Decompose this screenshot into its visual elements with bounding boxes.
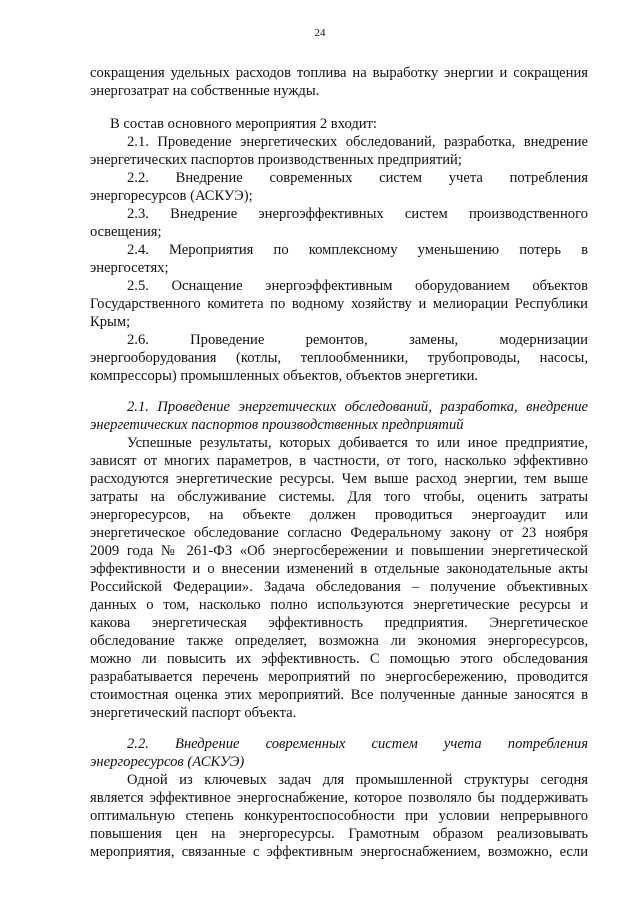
text-line: энергоресурсов (АСКУЭ); bbox=[90, 188, 253, 204]
paragraph-line: затраты на обслуживание системы. Для того чтобы, оценить затраты bbox=[90, 489, 588, 505]
paragraph-line: Одной из ключевых задач для промышленной структуры сегодня bbox=[127, 772, 588, 788]
paragraph-line: стоимостная оценка этих мероприятий. Все полученные данные заносятся в bbox=[90, 687, 588, 703]
text-line: В состав основного мероприятия 2 входит: bbox=[110, 116, 377, 132]
paragraph-line: Успешные результаты, которых добивается то или иное предприятие, bbox=[127, 435, 588, 451]
paragraph-line: 2009 года № 261-ФЗ «Об энергосбережении и повышении энергетической bbox=[90, 543, 588, 559]
text-line: энергозатрат на собственные нужды. bbox=[90, 83, 320, 99]
list-item: 2.1. Проведение энергетических обследований, разработка, внедрение bbox=[127, 134, 588, 150]
text-line: энергетических паспортов производственных предприятий; bbox=[90, 152, 462, 168]
paragraph-line: расходуются энергетические ресурсы. Чем выше расход энергии, тем выше bbox=[90, 471, 588, 487]
text-line: Государственного комитета по водному хозяйству и мелиорации Республики bbox=[90, 296, 588, 312]
paragraph-line: можно ли повысить их эффективность. С помощью этого обследования bbox=[90, 651, 588, 667]
text-line: компрессоры) промышленных объектов, объектов энергетики. bbox=[90, 368, 479, 384]
section-heading: энергетических паспортов производственных предприятий bbox=[90, 417, 464, 433]
paragraph-line: обследование также определяет, возможна ли экономия энергоресурсов, bbox=[90, 633, 588, 649]
paragraph-line: повышения цен на энергоресурсы. Грамотным образом реализовывать bbox=[90, 826, 588, 842]
list-item: 2.3. Внедрение энергоэффективных систем производственного bbox=[127, 206, 588, 222]
paragraph-line: оптимальную степень конкурентоспособности при условии непрерывного bbox=[90, 808, 588, 824]
list-item: 2.5. Оснащение энергоэффективным оборудованием объектов bbox=[127, 278, 588, 294]
paragraph-line: энергетический паспорт объекта. bbox=[90, 705, 297, 721]
paragraph-line: какова энергетическая эффективность предприятия. Энергетическое bbox=[90, 615, 588, 631]
text-line: энергосетях; bbox=[90, 260, 169, 276]
text-line: освещения; bbox=[90, 224, 162, 240]
section-heading: 2.2. Внедрение современных систем учета потребления bbox=[127, 736, 588, 752]
list-item: 2.2. Внедрение современных систем учета потребления bbox=[127, 170, 588, 186]
paragraph-line: мероприятия, связанные с эффективным энергоснабжением, возможно, если bbox=[90, 844, 588, 860]
page-number: 24 bbox=[314, 27, 326, 39]
paragraph-line: эффективности и о внесении изменений в отдельные законодательные акты bbox=[90, 561, 588, 577]
text-line: сокращения удельных расходов топлива на выработку энергии и сокращения bbox=[90, 65, 588, 81]
paragraph-line: Российской Федерации». Задача обследования – получение объективных bbox=[90, 579, 588, 595]
paragraph-line: энергетическое обследование согласно Федеральному закону от 23 ноября bbox=[90, 525, 588, 541]
paragraph-line: энергоресурсов, на объекте должен проводиться энергоаудит или bbox=[90, 507, 588, 523]
paragraph-line: разрабатывается перечень мероприятий по энергосбережению, проводится bbox=[90, 669, 588, 685]
list-item: 2.4. Мероприятия по комплексному уменьшению потерь в bbox=[127, 242, 588, 258]
section-heading: энергоресурсов (АСКУЭ) bbox=[90, 754, 245, 770]
text-line: Крым; bbox=[90, 314, 131, 330]
paragraph-line: данных о том, насколько полно используются энергетические ресурсы и bbox=[90, 597, 588, 613]
list-item: 2.6. Проведение ремонтов, замены, модернизации bbox=[127, 332, 588, 348]
text-line: энергооборудования (котлы, теплообменники, трубопроводы, насосы, bbox=[90, 350, 588, 366]
paragraph-line: зависят от многих параметров, в частности, от того, насколько эффективно bbox=[90, 453, 588, 469]
paragraph-line: является эффективное энергоснабжение, которое позволяло бы поддерживать bbox=[90, 790, 588, 806]
section-heading: 2.1. Проведение энергетических обследований, разработка, внедрение bbox=[127, 399, 588, 415]
